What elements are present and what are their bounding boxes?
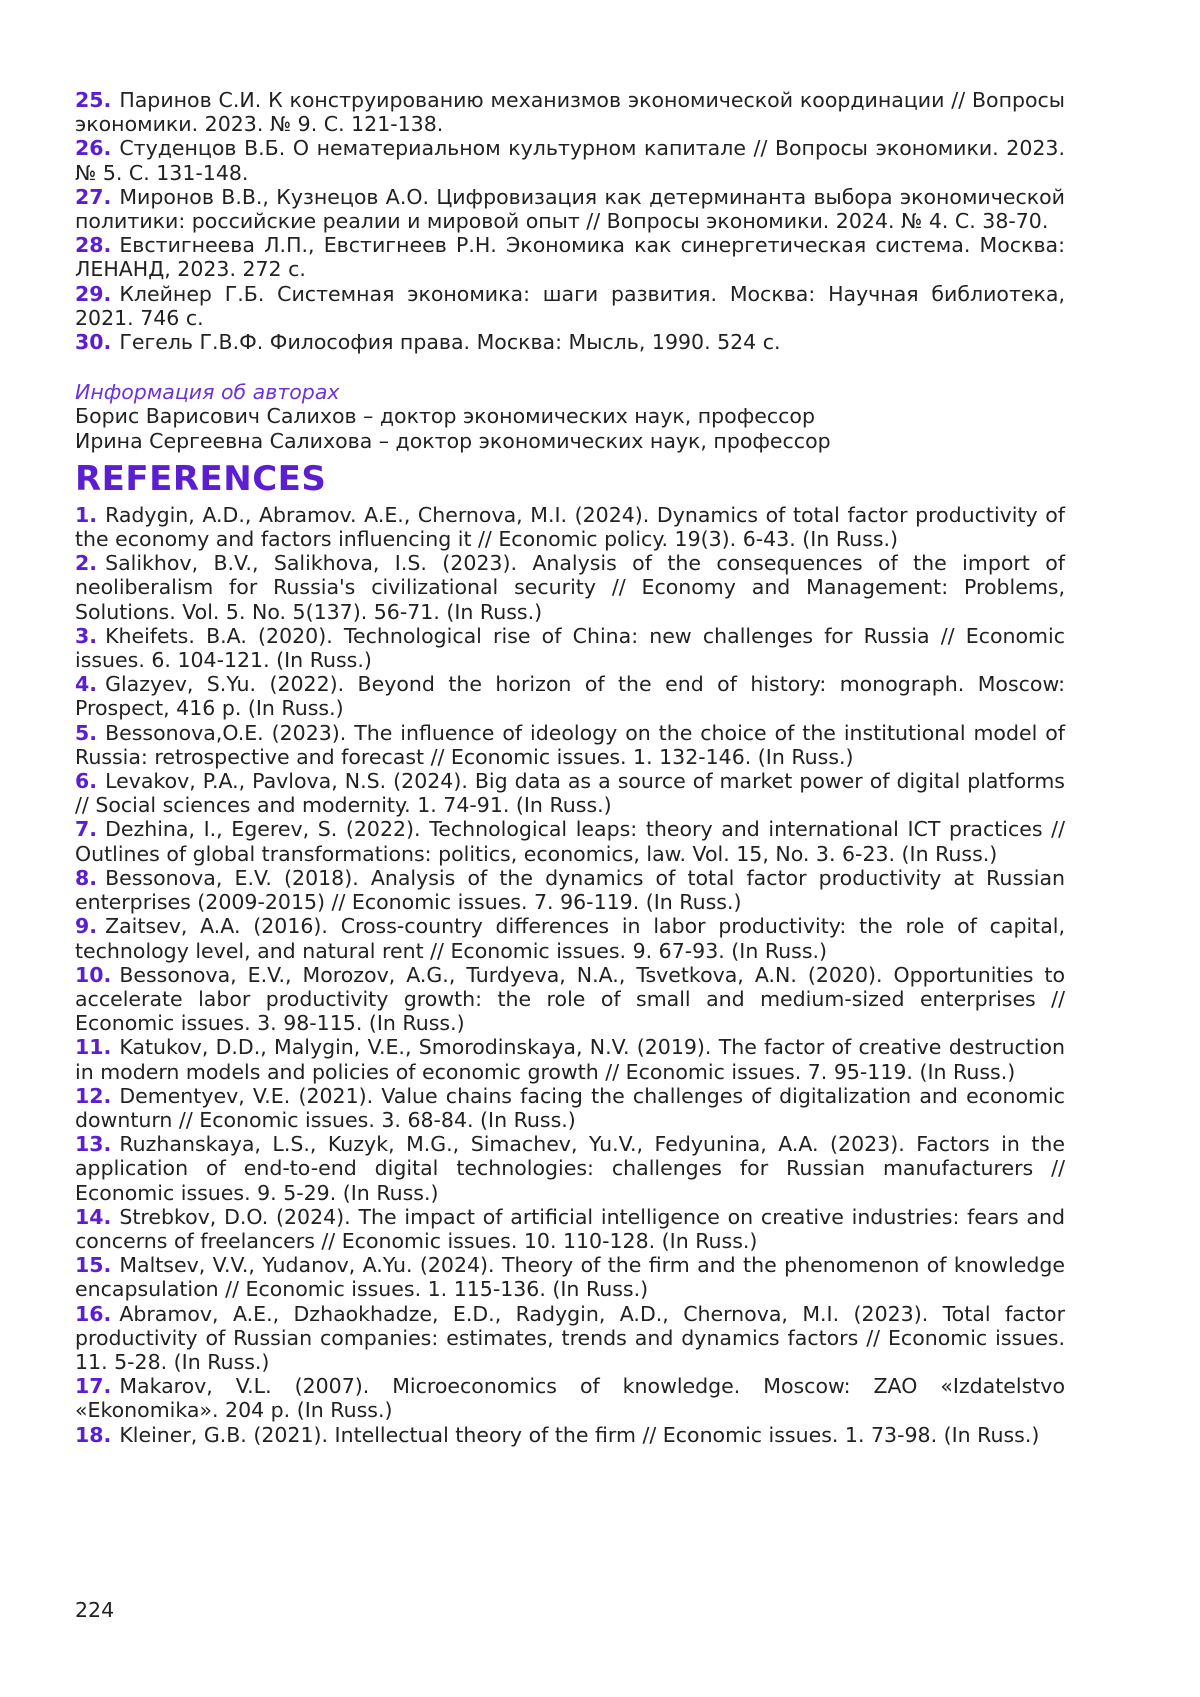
reference-text: Glazyev, S.Yu. (2022). Beyond the horizon of the end of history: monograph. Moscow: Prospect, 416 p. (In Russ.) — [75, 672, 1065, 720]
reference-item — [75, 233, 1065, 281]
reference-number: 7. — [75, 817, 97, 841]
reference-item — [75, 721, 1065, 769]
reference-text: Kheifets. B.A. (2020). Technological rise of China: new challenges for Russia // Economic issues. 6. 104-121. (In Russ.) — [75, 624, 1065, 672]
reference-text: Levakov, P.A., Pavlova, N.S. (2024). Big data as a source of market power of digital platforms // Social sciences and modernity. 1. 74-91. (In Russ.) — [75, 769, 1065, 817]
reference-number: 13. — [75, 1132, 111, 1156]
reference-number: 1. — [75, 503, 97, 527]
reference-text: Миронов В.В., Кузнецов А.О. Цифровизация как детерминанта выбора экономической политики: российские реалии и мировой опыт // Вопросы экономики. 2024. № 4. С. 38-70. — [75, 185, 1065, 233]
russian-reference-list — [75, 88, 1065, 354]
reference-text: Katukov, D.D., Malygin, V.E., Smorodinskaya, N.V. (2019). The factor of creative destruction in modern models and policies of economic growth // Economic issues. 7. 95-119. (In Russ.) — [75, 1035, 1065, 1083]
reference-number: 9. — [75, 914, 97, 938]
reference-item — [75, 282, 1065, 330]
reference-number: 14. — [75, 1205, 111, 1229]
reference-text: Maltsev, V.V., Yudanov, A.Yu. (2024). Theory of the firm and the phenomenon of knowledge encapsulation // Economic issues. 1. 115-136. (In Russ.) — [75, 1253, 1065, 1301]
reference-number: 27. — [75, 185, 111, 209]
page-number: 224 — [75, 1598, 114, 1622]
reference-number: 17. — [75, 1374, 111, 1398]
reference-text: Bessonova, E.V., Morozov, A.G., Turdyeva, N.A., Tsvetkova, A.N. (2020). Opportunities to accelerate labor productivity growth: the role of small and medium-sized enterprises // Economic issues. 3. 98-115. (In Russ.) — [75, 963, 1065, 1035]
reference-number: 25. — [75, 88, 111, 112]
reference-item — [75, 672, 1065, 720]
reference-item — [75, 1084, 1065, 1132]
reference-number: 3. — [75, 624, 97, 648]
reference-number: 29. — [75, 282, 111, 306]
reference-number: 28. — [75, 233, 111, 257]
reference-text: Strebkov, D.O. (2024). The impact of artificial intelligence on creative industries: fears and concerns of freelancers // Economic issues. 10. 110-128. (In Russ.) — [75, 1205, 1065, 1253]
reference-number: 30. — [75, 330, 111, 354]
author-line: Ирина Сергеевна Салихова – доктор экономических наук, профессор — [75, 429, 1065, 453]
reference-item — [75, 817, 1065, 865]
reference-item — [75, 136, 1065, 184]
reference-item — [75, 551, 1065, 624]
page-body — [75, 88, 1065, 1447]
reference-text: Bessonova, E.V. (2018). Analysis of the dynamics of total factor productivity at Russian enterprises (2009-2015) // Economic issues. 7. 96-119. (In Russ.) — [75, 866, 1065, 914]
reference-item — [75, 1035, 1065, 1083]
reference-number: 10. — [75, 963, 111, 987]
reference-number: 15. — [75, 1253, 111, 1277]
reference-text: Salikhov, B.V., Salikhova, I.S. (2023). Analysis of the consequences of the import of neoliberalism for Russia's civilizational security // Economy and Management: Problems, Solutions. Vol. 5. No. 5(137). 56-71. (In Russ.) — [75, 551, 1065, 623]
references-heading: REFERENCES — [75, 457, 1065, 501]
reference-item — [75, 914, 1065, 962]
reference-number: 16. — [75, 1302, 111, 1326]
reference-number: 6. — [75, 769, 97, 793]
reference-number: 12. — [75, 1084, 111, 1108]
reference-text: Makarov, V.L. (2007). Microeconomics of knowledge. Moscow: ZAO «Izdatelstvo «Ekonomika». 204 p. (In Russ.) — [75, 1374, 1065, 1422]
reference-text: Dementyev, V.E. (2021). Value chains facing the challenges of digitalization and economic downturn // Economic issues. 3. 68-84. (In Russ.) — [75, 1084, 1065, 1132]
english-reference-list — [75, 503, 1065, 1447]
reference-item — [75, 963, 1065, 1036]
reference-number: 11. — [75, 1035, 111, 1059]
reference-text: Ruzhanskaya, L.S., Kuzyk, M.G., Simachev, Yu.V., Fedyunina, A.A. (2023). Factors in the application of end-to-end digital technologies: challenges for Russian manufacturers // Economic issues. 9. 5-29. (In Russ.) — [75, 1132, 1065, 1204]
reference-item — [75, 1205, 1065, 1253]
reference-item — [75, 185, 1065, 233]
reference-item — [75, 866, 1065, 914]
reference-text: Kleiner, G.B. (2021). Intellectual theory of the firm // Economic issues. 1. 73-98. (In Russ.) — [119, 1423, 1039, 1447]
reference-number: 4. — [75, 672, 97, 696]
reference-number: 5. — [75, 721, 97, 745]
author-line: Борис Варисович Салихов – доктор экономических наук, профессор — [75, 404, 1065, 428]
reference-text: Bessonova,O.E. (2023). The influence of ideology on the choice of the institutional model of Russia: retrospective and forecast // Economic issues. 1. 132-146. (In Russ.) — [75, 721, 1065, 769]
reference-text: Radygin, A.D., Abramov. A.E., Chernova, M.I. (2024). Dynamics of total factor productivity of the economy and factors influencing it // Economic policy. 19(3). 6-43. (In Russ.) — [75, 503, 1065, 551]
reference-item — [75, 1253, 1065, 1301]
reference-text: Abramov, A.E., Dzhaokhadze, E.D., Radygin, A.D., Chernova, M.I. (2023). Total factor productivity of Russian companies: estimates, trends and dynamics factors // Economic issues. 11. 5-28. (In Russ.) — [75, 1302, 1065, 1374]
authors-info-title: Информация об авторах — [75, 380, 1065, 404]
reference-text: Евстигнеева Л.П., Евстигнеев Р.Н. Экономика как синергетическая система. Москва: ЛЕНАНД, 2023. 272 с. — [75, 233, 1065, 281]
reference-number: 8. — [75, 866, 97, 890]
reference-item — [75, 1302, 1065, 1375]
reference-item — [75, 1132, 1065, 1205]
reference-item — [75, 1374, 1065, 1422]
reference-item — [75, 503, 1065, 551]
reference-text: Zaitsev, A.A. (2016). Cross-country differences in labor productivity: the role of capital, technology level, and natural rent // Economic issues. 9. 67-93. (In Russ.) — [75, 914, 1065, 962]
reference-item — [75, 624, 1065, 672]
reference-text: Студенцов В.Б. О нематериальном культурном капитале // Вопросы экономики. 2023. № 5. С. 131-148. — [75, 136, 1065, 184]
reference-text: Паринов С.И. К конструированию механизмов экономической координации // Вопросы экономики. 2023. № 9. С. 121-138. — [75, 88, 1065, 136]
reference-item — [75, 88, 1065, 136]
reference-number: 2. — [75, 551, 97, 575]
reference-number: 26. — [75, 136, 111, 160]
reference-item — [75, 330, 1065, 354]
reference-text: Гегель Г.В.Ф. Философия права. Москва: Мысль, 1990. 524 с. — [119, 330, 780, 354]
reference-number: 18. — [75, 1423, 111, 1447]
reference-text: Клейнер Г.Б. Системная экономика: шаги развития. Москва: Научная библиотека, 2021. 746 с. — [75, 282, 1065, 330]
reference-item — [75, 769, 1065, 817]
reference-item — [75, 1423, 1065, 1447]
reference-text: Dezhina, I., Egerev, S. (2022). Technological leaps: theory and international ICT practices // Outlines of global transformations: politics, economics, law. Vol. 15, No. 3. 6-23. (In Russ.) — [75, 817, 1065, 865]
